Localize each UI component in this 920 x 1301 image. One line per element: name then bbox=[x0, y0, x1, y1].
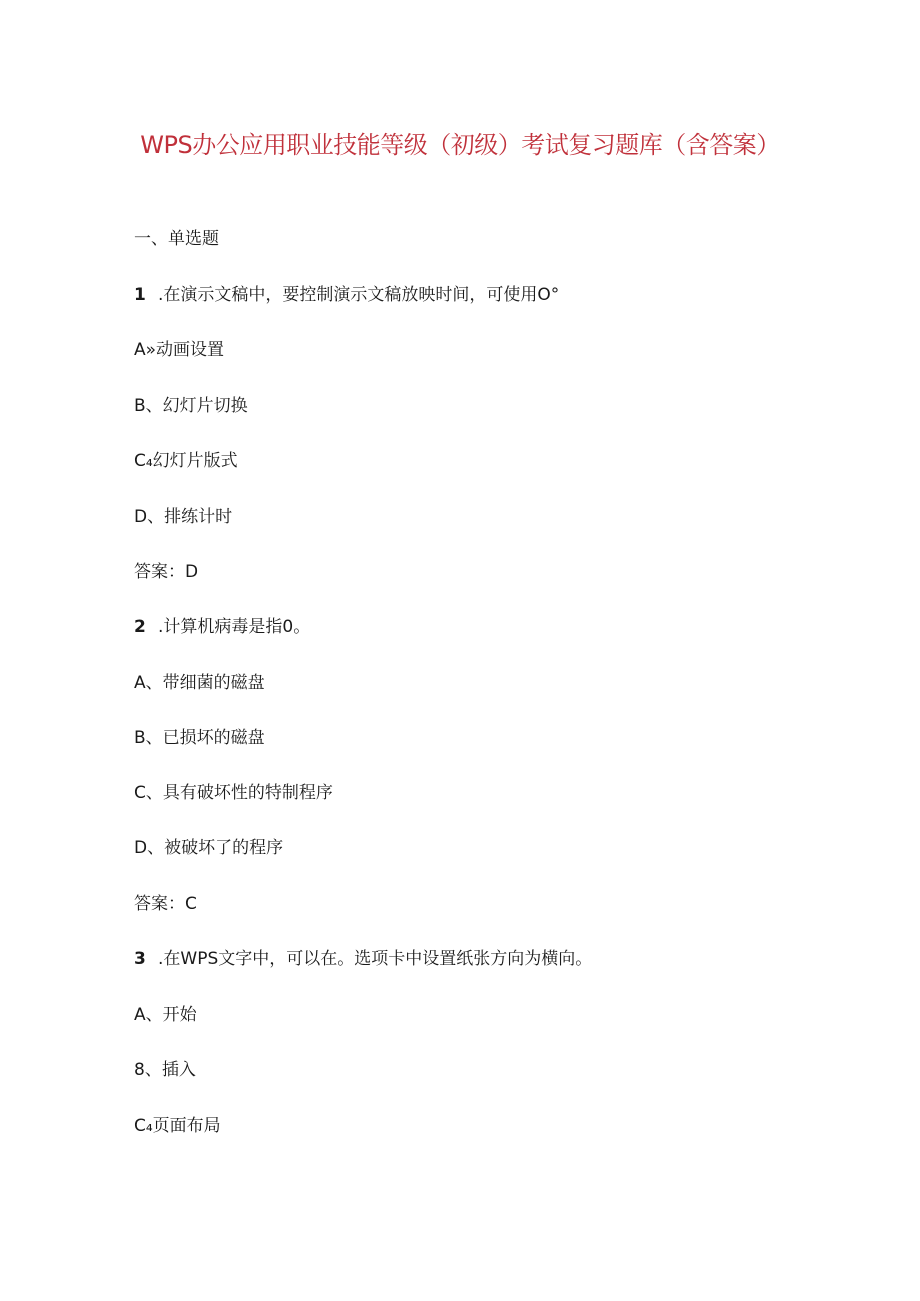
option-2a: A、带细菌的磁盘 bbox=[134, 673, 265, 693]
question-number: 1 bbox=[134, 285, 146, 305]
option-2d: D、被破坏了的程序 bbox=[134, 838, 284, 858]
option-2c: C、具有破坏性的特制程序 bbox=[134, 783, 333, 803]
section-heading: 一、单选题 bbox=[134, 229, 219, 249]
option-2b: B、已损坏的磁盘 bbox=[134, 728, 265, 748]
option-1c: C₄幻灯片版式 bbox=[134, 451, 238, 471]
question-1 bbox=[134, 283, 559, 307]
answer-1: 答案：D bbox=[134, 562, 199, 582]
question-text: .在WPS文字中，可以在。选项卡中设置纸张方向为横向。 bbox=[158, 949, 593, 969]
option-3b: 8、插入 bbox=[134, 1060, 196, 1080]
question-text: .在演示文稿中，要控制演示文稿放映时间，可使用O° bbox=[158, 285, 560, 305]
question-3 bbox=[134, 947, 592, 971]
answer-2: 答案：C bbox=[134, 894, 197, 914]
question-number: 3 bbox=[134, 949, 146, 969]
option-1d: D、排练计时 bbox=[134, 507, 233, 527]
option-1a: A»动画设置 bbox=[134, 340, 225, 360]
option-3c: C₄页面布局 bbox=[134, 1116, 221, 1136]
option-1b: B、幻灯片切换 bbox=[134, 396, 248, 416]
option-3a: A、开始 bbox=[134, 1005, 197, 1025]
question-text: .计算机病毒是指0。 bbox=[158, 617, 311, 637]
question-2 bbox=[134, 615, 310, 639]
question-number: 2 bbox=[134, 617, 146, 637]
page-title: WPS办公应用职业技能等级（初级）考试复习题库（含答案） bbox=[140, 131, 780, 159]
